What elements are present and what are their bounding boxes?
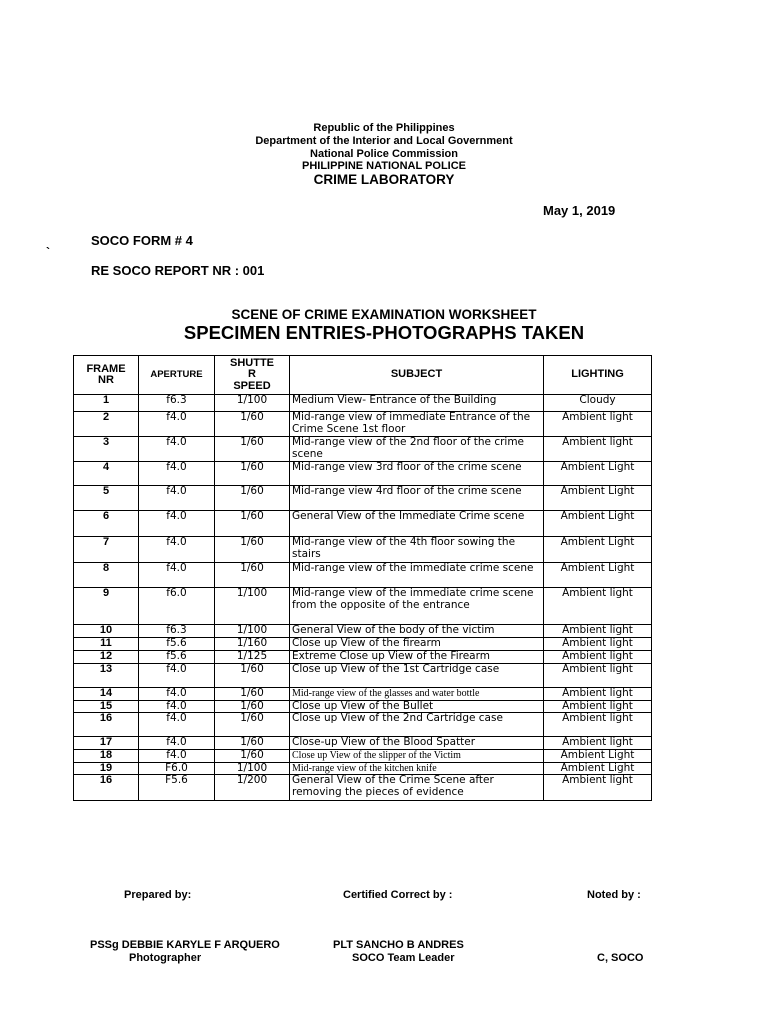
noted-by-label: Noted by : bbox=[587, 889, 641, 901]
form-number: SOCO FORM # 4 bbox=[91, 233, 193, 248]
prepared-by-name: PSSg DEBBIE KARYLE F ARQUERO bbox=[90, 939, 280, 951]
subject-cell: Close-up View of the Blood Spatter bbox=[290, 737, 544, 750]
header-commission: National Police Commission bbox=[310, 148, 458, 160]
noted-by-title: C, SOCO bbox=[597, 952, 644, 964]
table-row bbox=[74, 462, 652, 486]
col-shutter-header: SHUTTE R SPEED bbox=[215, 356, 290, 395]
frame-cell: 15 bbox=[74, 700, 139, 713]
frame-cell: 18 bbox=[74, 750, 139, 763]
table-row bbox=[74, 537, 652, 563]
shutter-cell: 1/60 bbox=[215, 462, 290, 486]
shutter-cell: 1/125 bbox=[215, 651, 290, 664]
shutter-cell: 1/60 bbox=[215, 412, 290, 437]
table-row bbox=[74, 775, 652, 801]
lighting-cell: Ambient light bbox=[544, 638, 652, 651]
stray-mark: ` bbox=[46, 245, 50, 259]
subject-cell: Medium View- Entrance of the Building bbox=[290, 395, 544, 412]
table-row bbox=[74, 638, 652, 651]
table-row bbox=[74, 737, 652, 750]
table-row bbox=[74, 663, 652, 687]
lighting-cell: Ambient light bbox=[544, 588, 652, 625]
certified-by-name: PLT SANCHO B ANDRES bbox=[333, 939, 464, 951]
table-row bbox=[74, 700, 652, 713]
aperture-cell: f4.0 bbox=[139, 412, 215, 437]
subject-cell: Mid-range view of the 2nd floor of the crime scene bbox=[290, 437, 544, 462]
subject-cell: General View of the body of the victim bbox=[290, 625, 544, 638]
col-subject-header: SUBJECT bbox=[290, 356, 544, 395]
table-row bbox=[74, 750, 652, 763]
frame-cell: 11 bbox=[74, 638, 139, 651]
subject-cell: Mid-range view of the 4th floor sowing the stairs bbox=[290, 537, 544, 563]
frame-cell: 2 bbox=[74, 412, 139, 437]
aperture-cell: f4.0 bbox=[139, 713, 215, 737]
aperture-cell: f4.0 bbox=[139, 511, 215, 537]
aperture-cell: f6.0 bbox=[139, 588, 215, 625]
shutter-cell: 1/200 bbox=[215, 775, 290, 801]
subject-cell: Mid-range view 4rd floor of the crime scene bbox=[290, 486, 544, 511]
subject-cell: Close up View of the slipper of the Victim bbox=[290, 750, 544, 763]
shutter-cell: 1/60 bbox=[215, 750, 290, 763]
subject-cell: Mid-range view of the kitchen knife bbox=[290, 762, 544, 775]
table-row bbox=[74, 625, 652, 638]
lighting-cell: Ambient light bbox=[544, 713, 652, 737]
aperture-cell: f4.0 bbox=[139, 537, 215, 563]
subject-cell: Close up View of the 1st Cartridge case bbox=[290, 663, 544, 687]
shutter-cell: 1/100 bbox=[215, 762, 290, 775]
shutter-cell: 1/60 bbox=[215, 537, 290, 563]
certified-by-label: Certified Correct by : bbox=[343, 889, 453, 901]
shutter-cell: 1/100 bbox=[215, 625, 290, 638]
aperture-cell: f4.0 bbox=[139, 700, 215, 713]
table-row bbox=[74, 563, 652, 588]
frame-cell: 6 bbox=[74, 511, 139, 537]
lighting-cell: Ambient light bbox=[544, 687, 652, 700]
aperture-cell: f5.6 bbox=[139, 638, 215, 651]
subject-cell: Close up View of the Bullet bbox=[290, 700, 544, 713]
prepared-by-label: Prepared by: bbox=[124, 889, 192, 901]
aperture-cell: f6.3 bbox=[139, 395, 215, 412]
frame-cell: 1 bbox=[74, 395, 139, 412]
lighting-cell: Ambient Light bbox=[544, 537, 652, 563]
subject-cell: Mid-range view of the immediate crime scene bbox=[290, 563, 544, 588]
lighting-cell: Ambient light bbox=[544, 651, 652, 664]
aperture-cell: F6.0 bbox=[139, 762, 215, 775]
lighting-cell: Ambient Light bbox=[544, 762, 652, 775]
table-row bbox=[74, 713, 652, 737]
lighting-cell: Ambient light bbox=[544, 737, 652, 750]
frame-cell: 19 bbox=[74, 762, 139, 775]
shutter-cell: 1/160 bbox=[215, 638, 290, 651]
aperture-cell: f4.0 bbox=[139, 750, 215, 763]
aperture-cell: F5.6 bbox=[139, 775, 215, 801]
aperture-cell: f4.0 bbox=[139, 663, 215, 687]
frame-cell: 5 bbox=[74, 486, 139, 511]
lighting-cell: Cloudy bbox=[544, 395, 652, 412]
shutter-cell: 1/60 bbox=[215, 737, 290, 750]
table-row bbox=[74, 687, 652, 700]
lighting-cell: Ambient light bbox=[544, 775, 652, 801]
main-title: SPECIMEN ENTRIES-PHOTOGRAPHS TAKEN bbox=[183, 322, 585, 343]
aperture-cell: f4.0 bbox=[139, 486, 215, 511]
lighting-cell: Ambient light bbox=[544, 700, 652, 713]
shutter-cell: 1/100 bbox=[215, 588, 290, 625]
prepared-by-title: Photographer bbox=[129, 952, 202, 964]
lighting-cell: Ambient Light bbox=[544, 486, 652, 511]
frame-cell: 13 bbox=[74, 663, 139, 687]
frame-cell: 16 bbox=[74, 713, 139, 737]
certified-by-title: SOCO Team Leader bbox=[352, 952, 455, 964]
lighting-cell: Ambient light bbox=[544, 437, 652, 462]
shutter-cell: 1/60 bbox=[215, 663, 290, 687]
header-republic: Republic of the Philippines bbox=[313, 122, 455, 134]
frame-cell: 17 bbox=[74, 737, 139, 750]
aperture-cell: f4.0 bbox=[139, 462, 215, 486]
lighting-cell: Ambient Light bbox=[544, 462, 652, 486]
document-date: May 1, 2019 bbox=[543, 203, 616, 218]
subject-cell: Mid-range view of immediate Entrance of the Crime Scene 1st floor bbox=[290, 412, 544, 437]
subject-cell: General View of the Crime Scene after removing the pieces of evidence bbox=[290, 775, 544, 801]
frame-cell: 16 bbox=[74, 775, 139, 801]
subject-cell: Close up View of the 2nd Cartridge case bbox=[290, 713, 544, 737]
report-number: RE SOCO REPORT NR : 001 bbox=[91, 263, 265, 278]
lighting-cell: Ambient Light bbox=[544, 750, 652, 763]
subject-cell: Close up View of the firearm bbox=[290, 638, 544, 651]
header-crime-lab: CRIME LABORATORY bbox=[313, 172, 455, 187]
worksheet-title: SCENE OF CRIME EXAMINATION WORKSHEET bbox=[231, 307, 537, 322]
lighting-cell: Ambient light bbox=[544, 412, 652, 437]
aperture-cell: f4.0 bbox=[139, 737, 215, 750]
table-row bbox=[74, 395, 652, 412]
table-row bbox=[74, 486, 652, 511]
shutter-cell: 1/60 bbox=[215, 700, 290, 713]
lighting-cell: Ambient light bbox=[544, 625, 652, 638]
table-row bbox=[74, 437, 652, 462]
frame-cell: 14 bbox=[74, 687, 139, 700]
table-row bbox=[74, 762, 652, 775]
lighting-cell: Ambient light bbox=[544, 663, 652, 687]
col-lighting-header: LIGHTING bbox=[544, 356, 652, 395]
shutter-cell: 1/100 bbox=[215, 395, 290, 412]
aperture-cell: f6.3 bbox=[139, 625, 215, 638]
subject-cell: Mid-range view of the immediate crime scene from the opposite of the entrance bbox=[290, 588, 544, 625]
aperture-cell: f5.6 bbox=[139, 651, 215, 664]
frame-cell: 10 bbox=[74, 625, 139, 638]
shutter-cell: 1/60 bbox=[215, 687, 290, 700]
aperture-cell: f4.0 bbox=[139, 687, 215, 700]
frame-cell: 12 bbox=[74, 651, 139, 664]
frame-cell: 4 bbox=[74, 462, 139, 486]
aperture-cell: f4.0 bbox=[139, 437, 215, 462]
shutter-cell: 1/60 bbox=[215, 713, 290, 737]
col-frame-header: FRAME NR bbox=[74, 356, 139, 395]
aperture-cell: f4.0 bbox=[139, 563, 215, 588]
header-pnp: PHILIPPINE NATIONAL POLICE bbox=[302, 160, 466, 172]
table-row bbox=[74, 651, 652, 664]
table-row bbox=[74, 412, 652, 437]
lighting-cell: Ambient Light bbox=[544, 563, 652, 588]
frame-cell: 7 bbox=[74, 537, 139, 563]
table-row bbox=[74, 511, 652, 537]
frame-cell: 3 bbox=[74, 437, 139, 462]
shutter-cell: 1/60 bbox=[215, 486, 290, 511]
col-aperture-header: APERTURE bbox=[139, 356, 215, 395]
photographs-table bbox=[73, 355, 652, 801]
table-header-row bbox=[74, 356, 652, 395]
frame-cell: 8 bbox=[74, 563, 139, 588]
shutter-cell: 1/60 bbox=[215, 511, 290, 537]
shutter-cell: 1/60 bbox=[215, 563, 290, 588]
subject-cell: Extreme Close up View of the Firearm bbox=[290, 651, 544, 664]
subject-cell: General View of the Immediate Crime scene bbox=[290, 511, 544, 537]
subject-cell: Mid-range view 3rd floor of the crime scene bbox=[290, 462, 544, 486]
subject-cell: Mid-range view of the glasses and water bottle bbox=[290, 687, 544, 700]
lighting-cell: Ambient Light bbox=[544, 511, 652, 537]
shutter-cell: 1/60 bbox=[215, 437, 290, 462]
table-row bbox=[74, 588, 652, 625]
frame-cell: 9 bbox=[74, 588, 139, 625]
header-department: Department of the Interior and Local Government bbox=[255, 135, 513, 147]
